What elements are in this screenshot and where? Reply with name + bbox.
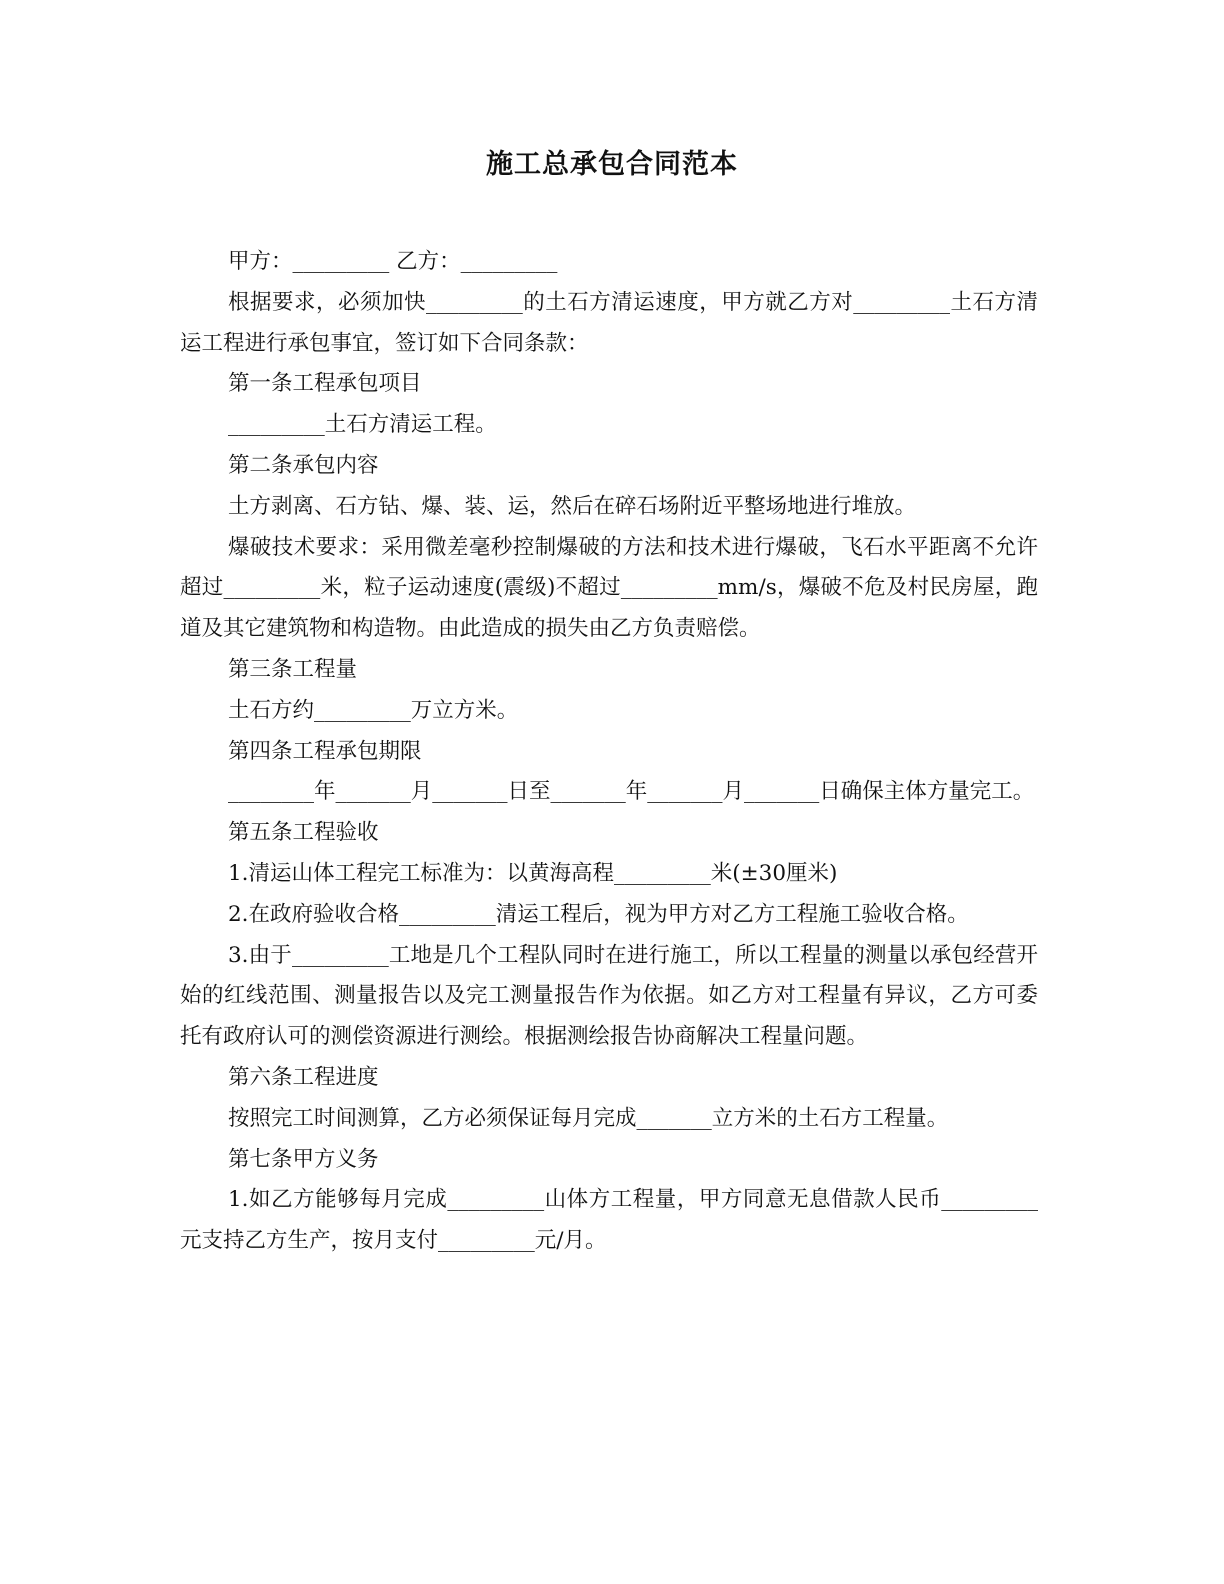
article-4-heading: 第四条工程承包期限 xyxy=(228,738,422,764)
article-7-item-1: 1.如乙方能够每月完成_________山体方工程量，甲方同意无息借款人民币_________元支持乙方生产，按月支付_________元/月。 xyxy=(180,1187,1038,1254)
article-4-text: ________年_______月_______日至_______年_______月_______日确保主体方量完工。 xyxy=(228,779,1035,805)
article-5-heading: 第五条工程验收 xyxy=(228,820,379,846)
parties-line: 甲方：_________ 乙方：_________ xyxy=(228,249,558,274)
article-7-heading: 第七条甲方义务 xyxy=(228,1146,379,1172)
article-5-item-2: 2.在政府验收合格_________清运工程后，视为甲方对乙方工程施工验收合格。 xyxy=(228,901,969,927)
blasting-requirements-paragraph: 爆破技术要求：采用微差毫秒控制爆破的方法和技术进行爆破，飞石水平距离不允许超过_________米，粒子运动速度(震级)不超过_________mm/s，爆破不危及村民房屋，跑道及其它建筑物和构造物。由此造成的损失由乙方负责赔偿。 xyxy=(180,534,1038,642)
article-2-text: 土方剥离、石方钻、爆、装、运，然后在碎石场附近平整场地进行堆放。 xyxy=(228,493,917,519)
document-title: 施工总承包合同范本 xyxy=(486,149,738,180)
article-1-text: _________土石方清运工程。 xyxy=(228,412,497,438)
article-2-heading: 第二条承包内容 xyxy=(228,452,379,478)
article-5-item-1: 1.清运山体工程完工标准为：以黄海高程_________米(±30厘米) xyxy=(228,860,838,886)
article-6-heading: 第六条工程进度 xyxy=(228,1064,379,1090)
preamble-paragraph: 根据要求，必须加快_________的土石方清运速度，甲方就乙方对_________土石方清运工程进行承包事宜，签订如下合同条款： xyxy=(180,289,1038,356)
article-5-item-3: 3.由于_________工地是几个工程队同时在进行施工，所以工程量的测量以承包经营开始的红线范围、测量报告以及完工测量报告作为依据。如乙方对工程量有异议，乙方可委托有政府认可的测偿资源进行测绘。根据测绘报告协商解决工程量问题。 xyxy=(180,942,1038,1050)
article-6-text: 按照完工时间测算，乙方必须保证每月完成_______立方米的土石方工程量。 xyxy=(228,1105,949,1131)
article-3-text: 土石方约_________万立方米。 xyxy=(228,697,519,723)
document-body xyxy=(180,242,1038,1262)
article-1-heading: 第一条工程承包项目 xyxy=(228,371,422,397)
article-3-heading: 第三条工程量 xyxy=(228,656,358,682)
